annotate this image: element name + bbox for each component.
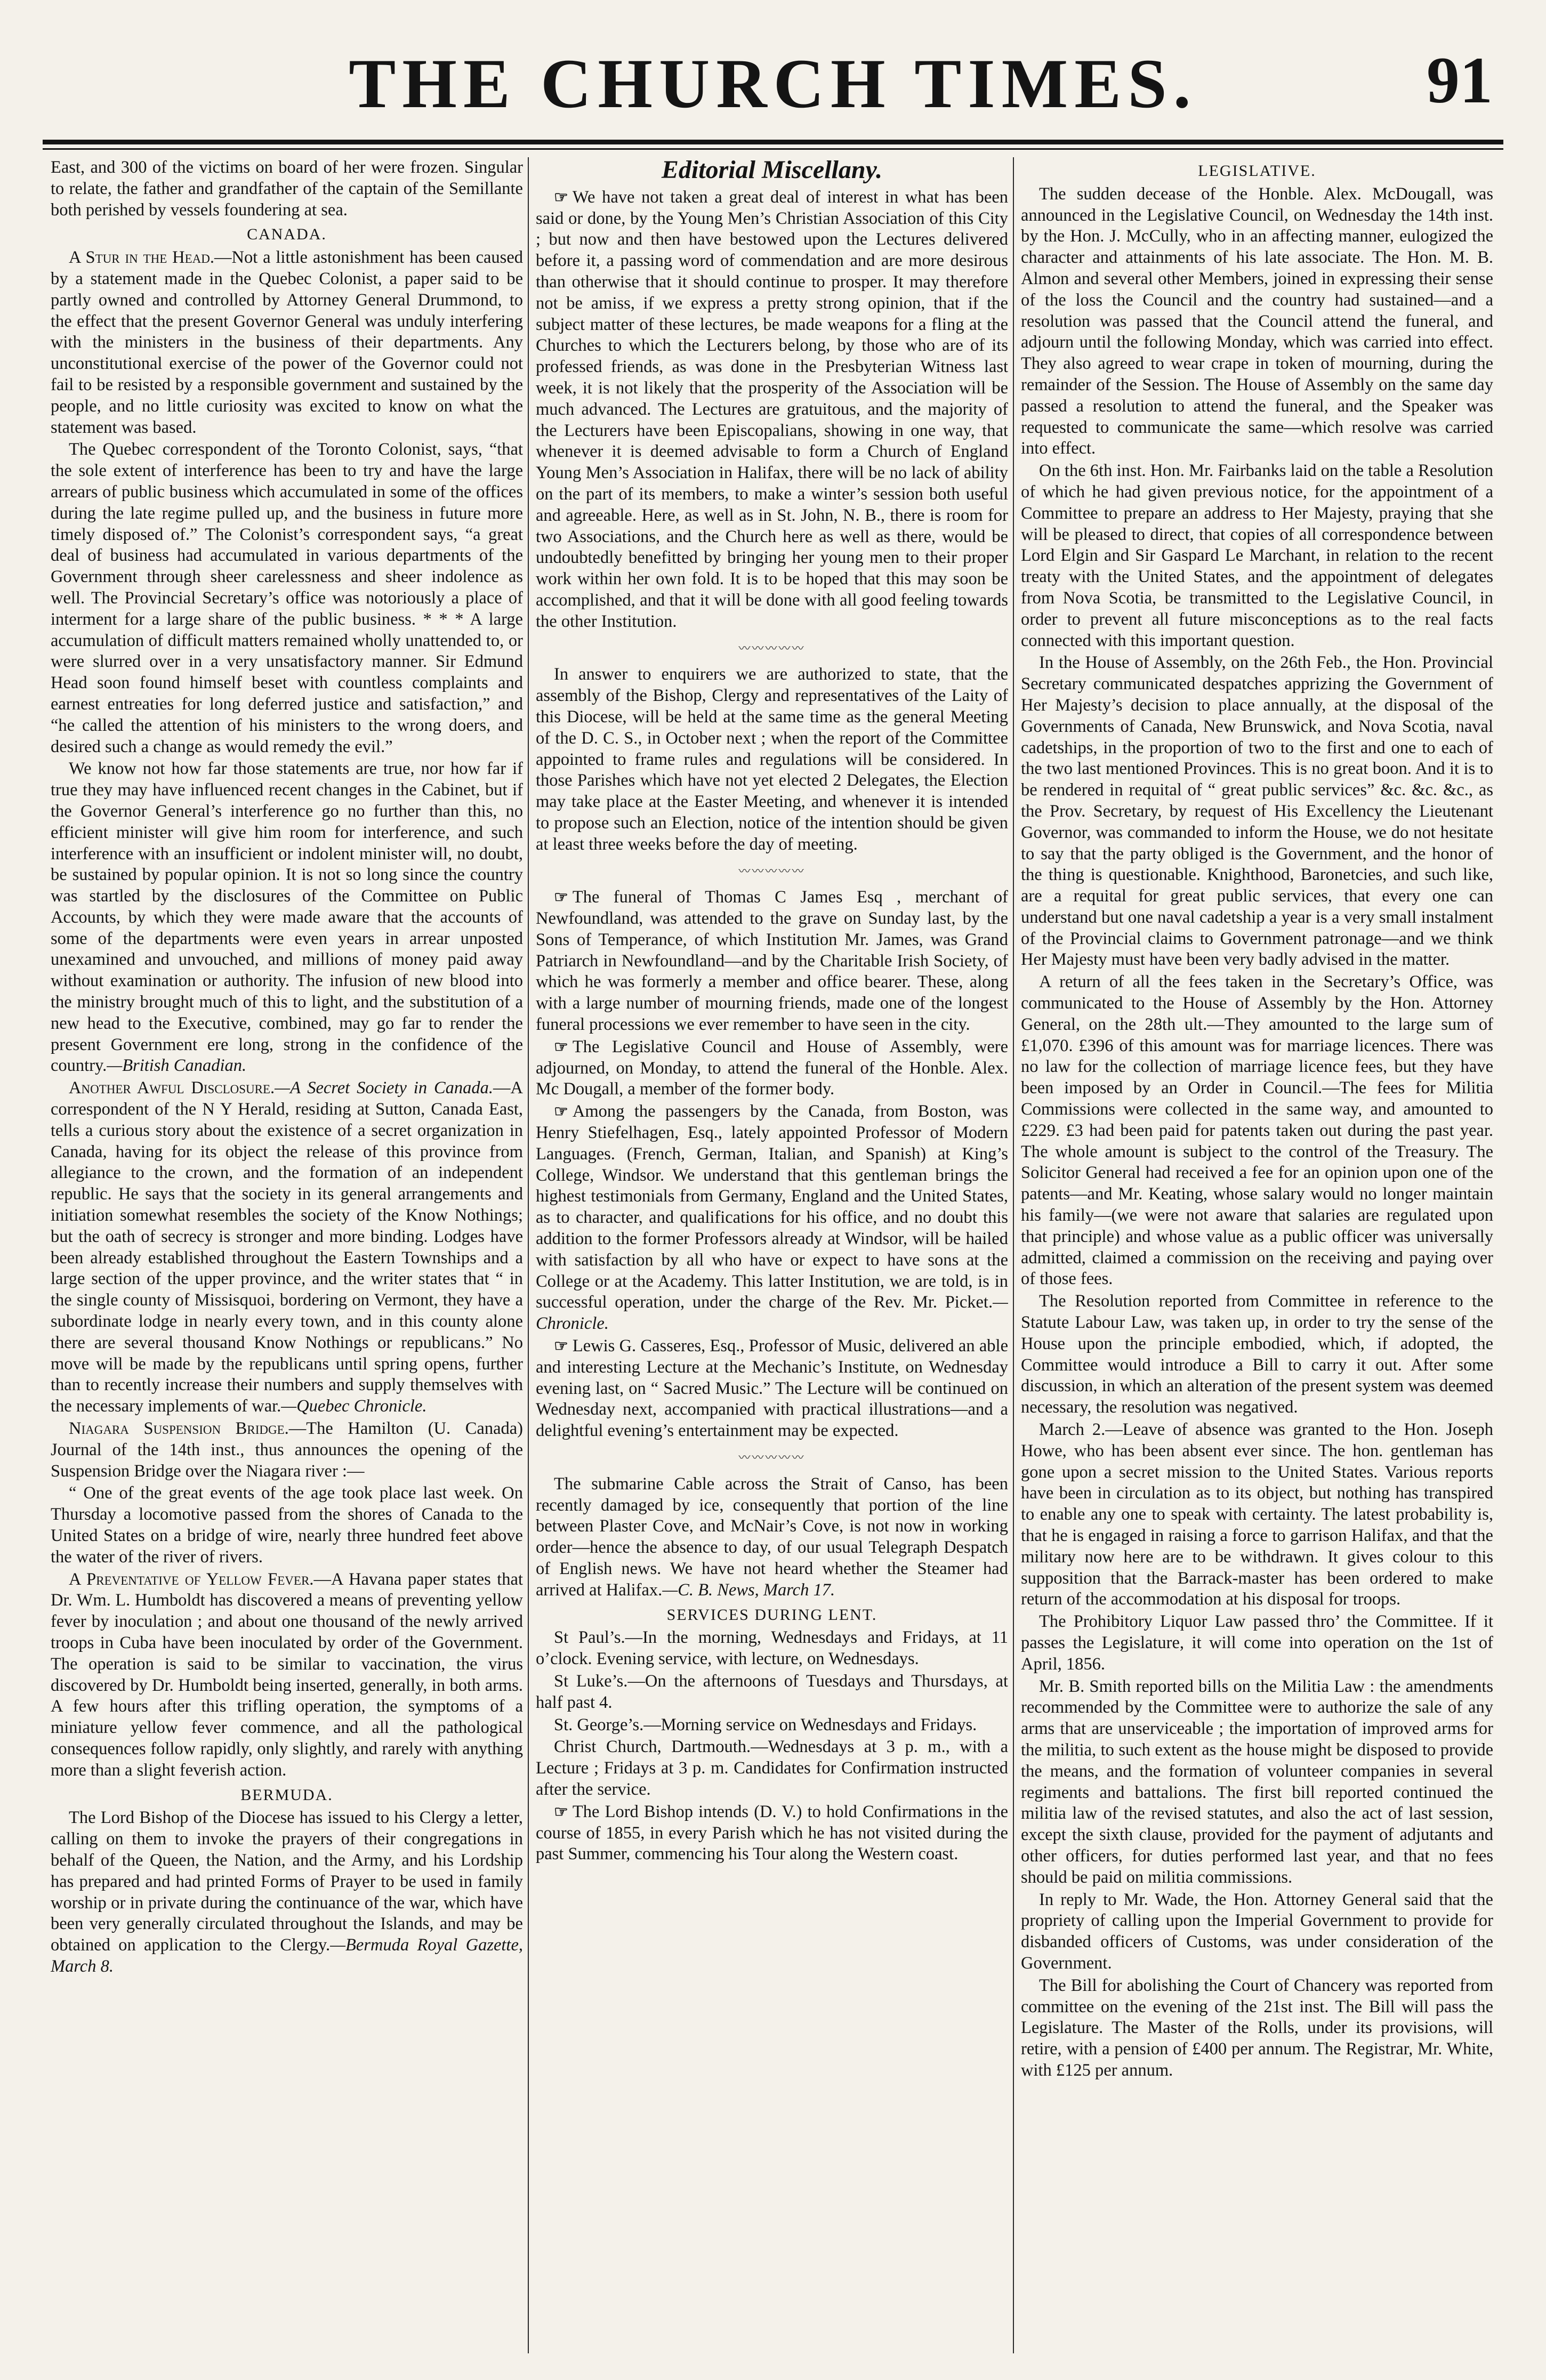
legislative-paragraph: In the House of Assembly, on the 26th Feb., the Hon. Provincial Secretary communicated despatches apprizing the Government of Her Majesty’s decision to place annually, at the disposal of the Governments of Canada, New Brunswick, and Nova Scotia, naval cadetships, in the proportion of two to the first and one to each of the two last mentioned Provinces. This is no great boon. And it is to be rendered in requital of “ great public services” &c. &c. &c., as the Prov. Secretary, by request of His Excellency the Lieutenant Governor, was commanded to inform the House, we do not hesitate to say that the party obliged is the Government, and the honor of the thing is questionable. Knighthood, Baronetcies, and such like, are a requital for great public services, that every one can understand but one naval cadetship a year is a very small instalment of the Provincial claims to Government patronage—and we think Her Majesty must have been very badly advised in the matter. — [1021, 653, 1493, 970]
legislative-paragraph: The Bill for abolishing the Court of Chancery was reported from committee on the evening of the 21st inst. The Bill will pass the Legislature. The Master of the Rolls, under its provisions, will retire, with a pension of £400 per annum. The Registrar, Mr. White, with £125 per annum. — [1021, 1975, 1493, 2080]
article-body: —A correspondent of the N Y Herald, residing at Sutton, Canada East, tells a curious story about the existence of a secret organization in Canada, having for its object the release of this province from allegiance to the crown, and the formation of an independent republic. He says that the society in its general arrangements and initiation somewhat resembles the society of the Know Nothings; but the oath of secrecy is stronger and more binding. Lodges have been already established throughout the Eastern Townships and a large section of the upper province, and the writer states that “ in the single county of Missisquoi, bordering on Vermont, they have a subordinate lodge in nearly every town, and in this county alone there are several thousand Know Nothings or republicans.” No move will be made by the republicans until spring opens, further than to recently increase their numbers and supply themselves with the necessary implements of war. — [51, 1078, 523, 1416]
column-right — [1021, 157, 1493, 2353]
masthead-rule-thin — [43, 148, 1503, 150]
article-lead: Niagara Suspension Bridge. — [69, 1419, 289, 1439]
editorial-body: The Lord Bishop intends (D. V.) to hold Confirmations in the course of 1855, in every Parish which he has not visited during the past Summer, commencing his Tour along the Western coast. — [536, 1802, 1008, 1864]
article-awful-disclosure — [51, 1078, 523, 1417]
article-body: We know not how far those statements are true, nor how far if true they may have influenced recent changes in the Cabinet, but if the Governor General’s interference go no further than this, no efficient minister will give him room for interference, and such interference with an insufficient or indolent minister will, no doubt, be sustained by popular opinion. It is not so long since the country was startled by the disclosures of the Committee on Public Accounts, by which they were made aware that the accounts of some of the departments were even years in arrear unposted unexamined and unvouched, and millions of money paid away without examination or authority. The infusion of new blood into the ministry brought much of this to light, and the substitution of a new head to the Executive, combined, may go far to render the present Government ere long, strong in the confidence of the country. — [51, 759, 523, 1076]
ornamental-divider: 〰〰〰〰〰 — [738, 864, 806, 878]
editorial-paragraph: In answer to enquirers we are authorized to state, that the assembly of the Bishop, Clergy and representatives of the Laity of this Diocese, will be held at the same time as the general Meeting of the D. C. S., in October next ; when the report of the Committee appointed to frame rules and regulations will be considered. In those Parishes which have not yet elected 2 Delegates, the Election may take place at the Easter Meeting, and whenever it is intended to propose such an Election, notice of the intention should be given at least three weeks before the day of meeting. — [536, 665, 1008, 854]
article-lead: A Stur in the Head. — [69, 248, 215, 268]
legislative-paragraph: March 2.—Leave of absence was granted to the Hon. Joseph Howe, who has been absent ever since. The hon. gentleman has gone upon a secret mission to the United States. Various reports have been in circulation as to its object, but nothing has transpired to enable any one to speak with certainty. The latest probability is, that he is engaged in raising a force to garrison Halifax, and that the military now here are to be withdrawn. It gives colour to this supposition that the Barrack-master has been ordered to make return of the accommodation at his disposal for troops. — [1021, 1420, 1493, 1609]
editorial-paragraph — [536, 1474, 1008, 1601]
article-paragraph: The Quebec correspondent of the Toronto Colonist, says, “that the sole extent of interference has been to try and have the large arrears of public business which accumulated in some of the offices during the late regime pulled up, and the business in future more timely disposed of.” The Colonist’s correspondent says, “a great deal of business had accumulated in various departments of the Government through sheer carelessness and sheer indolence as well. The Provincial Secretary’s office was notoriously a place of interment for a large share of the public business. * * * A large accumulation of difficult matters remained wholly unattended to, or were slurred over in a very unsatisfactory manner. Sir Edmund Head soon found himself beset with countless complaints and earnest entreaties for long deferred justice and satisfaction,” and “he called the attention of his ministers to the wrong doers, and desired such a change as would remedy the evil.” — [51, 440, 523, 756]
legislative-paragraph: Mr. B. Smith reported bills on the Militia Law : the amendments recommended by the Committee were to authorize the sale of any arms that are unserviceable ; the importation of improved arms for the militia, to such extent as the house might be disposed to provide the means, and the formation of volunteer companies in several regiments and battalions. The first bill reported continued the militia law of the revised statutes, and also the act of last session, except the sixth clause, provided for the payment of adjutants and other officers, for duties performed last year, and that no fees should be paid on militia commissions. — [1021, 1676, 1493, 1887]
ornamental-divider: 〰〰〰〰〰 — [738, 1451, 806, 1465]
editorial-paragraph — [536, 887, 1008, 1036]
editorial-body: The Legislative Council and House of Assembly, were adjourned, on Monday, to attend the funeral of the Honble. Alex. Mc Dougall, a member of the former body. — [536, 1037, 1008, 1099]
article-paragraph: East, and 300 of the victims on board of her were frozen. Singular to relate, the father and grandfather of the captain of the Semillante both perished by vessels foundering at sea. — [51, 158, 523, 220]
article-paragraph — [51, 759, 523, 1077]
article-source: —British Canadian. — [107, 1056, 247, 1076]
article-lead: Another Awful Disclosure. — [69, 1078, 275, 1098]
page-number: 91 — [1427, 44, 1493, 117]
editorial-body: Lewis G. Casseres, Esq., Professor of Music, delivered an able and interesting Lecture at the Mechanic’s Institute, on Wednesday evening last, on “ Sacred Music.” The Lecture will be continued on Wednesday next, accompanied with practical illustrations—and a delightful evening’s entertainment may be expected. — [536, 1336, 1008, 1441]
article-body: —A Havana paper states that Dr. Wm. L. Humboldt has discovered a means of preventing yellow fever by inoculation ; and about one thousand of the newly arrived troops in Cuba have been inoculated by order of the Government. The operation is said to be similar to vaccination, the virus discovered by Dr. Humboldt being inserted, generally, in both arms. A few hours after this trifling operation, the symptoms of a miniature yellow fever commence, and all the pathological consequences follow rapidly, only slightly, and rarely with anything more than a slight feverish action. — [51, 1569, 523, 1780]
legislative-paragraph: On the 6th inst. Hon. Mr. Fairbanks laid on the table a Resolution of which he had given previous notice, for the appointment of a Committee to prepare an address to Her Majesty, praying that she will be pleased to direct, that copies of all correspondence between Lord Elgin and Sir Gaspard Le Marchant, in relation to the recent treaty with the United States, and the appointment of delegates from Nova Scotia, be transmitted to the Legislative Council, in order to prevent all future misconceptions as to the real facts connected with this important question. — [1021, 461, 1493, 650]
pointing-hand-icon: ☞ — [554, 1803, 568, 1821]
article-subtitle: —A Secret Society in Canada. — [275, 1078, 494, 1098]
pointing-hand-icon: ☞ — [554, 1103, 568, 1121]
pointing-hand-icon: ☞ — [554, 188, 568, 206]
editorial-paragraph — [536, 1101, 1008, 1335]
article-body: —Not a little astonishment has been caused by a statement made in the Quebec Colonist, a paper said to be partly owned and controlled by Attorney General Drummond, to the effect that the present Governor General was unduly interfering with the ministers in the business of their departments. Any unconstitutional exercise of the power of the Governor could not fail to be resisted by a responsible government and sustained by the people, and no little curiosity was excited to know on what the statement was based. — [51, 248, 523, 437]
article-body: The Lord Bishop of the Diocese has issued to his Clergy a letter, calling on them to invoke the prayers of their congregations in behalf of the Queen, the Nation, and the Army, and his Lordship has prepared and had printed Forms of Prayer to be used in family worship or in private during the continuance of the war, which have been very generally circulated throughout the Islands, and may be obtained on application to the Clergy. — [51, 1808, 523, 1955]
article-stur-in-the-head — [51, 247, 523, 438]
masthead — [43, 32, 1503, 133]
pointing-hand-icon: ☞ — [554, 1038, 568, 1056]
article-source: —C. B. News, March 17. — [662, 1580, 835, 1600]
editorial-body: Among the passengers by the Canada, from Boston, was Henry Stiefelhagen, Esq., lately appointed Professor of Modern Languages. (French, German, Italian, and Spanish) at King’s College, Windsor. We understand that this gentleman brings the highest testimonials from Germany, England and the United States, as to character, and qualifications for his office, and no doubt this addition to the former Professors already at Windsor, will be hailed with satisfaction by all who have or expect to have sons at the College or at the Academy. This latter Institution, we are told, is in successful operation, under the charge of the Rev. Mr. Picket. — [536, 1102, 1008, 1312]
newspaper-title: THE CHURCH TIMES. — [349, 44, 1197, 123]
column-divider-1 — [528, 157, 529, 2353]
pointing-hand-icon: ☞ — [554, 889, 568, 907]
section-heading-canada: CANADA. — [247, 225, 327, 244]
editorial-paragraph — [536, 1336, 1008, 1442]
department-heading: Editorial Miscellany. — [661, 157, 883, 184]
article-source: —Quebec Chronicle. — [281, 1397, 427, 1416]
pointing-hand-icon: ☞ — [554, 1337, 568, 1356]
service-listing: St Luke’s.—On the afternoons of Tuesdays and Thursdays, at half past 4. — [536, 1671, 1008, 1712]
legislative-paragraph: The Prohibitory Liquor Law passed thro’ the Committee. If it passes the Legislature, it will come into operation on the 1st of April, 1856. — [1021, 1612, 1493, 1674]
section-heading-legislative: LEGISLATIVE. — [1198, 162, 1316, 180]
legislative-paragraph: In reply to Mr. Wade, the Hon. Attorney General said that the propriety of calling upon the Imperial Government to provide for disbanded officers of Customs, was under consideration of the Government. — [1021, 1890, 1493, 1973]
service-listing: St. George’s.—Morning service on Wednesdays and Fridays. — [554, 1715, 977, 1734]
column-left — [51, 157, 523, 2353]
editorial-paragraph — [536, 1037, 1008, 1100]
legislative-paragraph: The Resolution reported from Committee in reference to the Statute Labour Law, was taken up, in order to try the sense of the House upon the principle embodied, which, if adopted, the Committee would introduce a Bill to carry it out. After some discussion, in which an alteration of the present system was deemed necessary, the resolution was negatived. — [1021, 1292, 1493, 1417]
article-lead: A Preventative of Yellow Fever. — [69, 1569, 314, 1589]
article-body: —The Hamilton (U. Canada) Journal of the 14th inst., thus announces the opening of the Suspension Bridge over the Niagara river :— — [51, 1419, 523, 1481]
article-niagara-bridge — [51, 1418, 523, 1482]
editorial-paragraph — [536, 1802, 1008, 1865]
section-heading-bermuda: BERMUDA. — [240, 1786, 333, 1804]
legislative-paragraph: A return of all the fees taken in the Secretary’s Office, was communicated to the House of Assembly by the Hon. Attorney General, on the 28th ult.—They amounted to the large sum of £1,070. £396 of this amount was for marriage licences. There was no law for the collection of marriage licence fees, but they have been imposed by an Order in Council.—The fees for Militia Commissions were collected in the same way, and amounted to £229. £3 had been paid for patents taken out during the past year. The whole amount is subject to the control of the Treasury. The Solicitor General had received a fee for an opinion upon one of the patents—and Mr. Keating, whose salary would no longer maintain his family—(we were not aware that salaries are regulated upon that principle) and whose value as a public officer was universally admitted, claimed a commission on the receiving and paying over of those fees. — [1021, 972, 1493, 1289]
section-heading-services: SERVICES DURING LENT. — [666, 1606, 877, 1624]
editorial-body: The funeral of Thomas C James Esq , merchant of Newfoundland, was attended to the grave on Sunday last, by the Sons of Temperance, of which Institution Mr. James, was Grand Patriarch in Newfoundland—and by the Charitable Irish Society, of which he was formerly a member and office bearer. These, along with a large number of mourning friends, made one of the longest funeral processions we ever remember to have seen in the city. — [536, 888, 1008, 1035]
column-divider-2 — [1013, 157, 1014, 2353]
masthead-rule-thick — [43, 140, 1503, 144]
legislative-paragraph: The sudden decease of the Honble. Alex. McDougall, was announced in the Legislative Council, on Wednesday the 14th inst. by the Hon. J. McCully, who in an affecting manner, eulogized the character and attainments of his late associate. The Hon. M. B. Almon and several other Members, joined in expressing their sense of the loss the Council and the country had sustained—and a resolution was passed that the Council attend the funeral, and adjourn until the following Monday, which was carried into effect. They also agreed to wear crape in token of mourning, during the remainder of the Session. The House of Assembly on the same day passed a resolution to attend the funeral, and the Speaker was requested to communicate the same—which resolve was carried into effect. — [1021, 184, 1493, 458]
ornamental-divider: 〰〰〰〰〰 — [738, 641, 806, 655]
article-quote: “ One of the great events of the age took place last week. On Thursday a locomotive passed from the shores of Canada to the United States on a bridge of wire, nearly three hundred feet above the water of the river of rivers. — [51, 1483, 523, 1567]
editorial-body: We have not taken a great deal of interest in what has been said or done, by the Young Men’s Christian Association of this City ; but now and then have bestowed upon the Lectures delivered before it, a passing word of commendation and are more desirous than otherwise that it should continue to prosper. It may therefore not be amiss, if we express a pretty strong opinion, that if the subject matter of these lectures, be made weapons for a fling at the Churches to which the Lecturers belong, by those who are of its professed friends, as was done in the Presbyterian Witness last week, it is not likely that the prosperity of the Association will be much advanced. The Lectures are gratuitous, and the majority of the Lecturers have been Episcopalians, showing in one way, that whenever it is deemed advisable to form a Church of England Young Men’s Association in Halifax, there will be no lack of ability on the part of its members, to make a winter’s session both useful and agreeable. Here, as well as in St. John, N. B., there is room for two Associations, and the Church here as well as there, would be undoubtedly benefitted by bringing her young men to their proper work within her own fold. It is to be hoped that this may soon be accomplished, and that it will be done with all good feeling towards the other Institution. — [536, 187, 1008, 631]
article-source: —Chronicle. — [536, 1293, 1008, 1334]
service-listing: St Paul’s.—In the morning, Wednesdays and Fridays, at 11 o’clock. Evening service, with lecture, on Wednesdays. — [536, 1628, 1008, 1669]
article-source: —Bermuda Royal Gazette, March 8. — [51, 1935, 523, 1976]
article-bermuda — [51, 1808, 523, 1977]
column-middle — [536, 157, 1008, 2353]
service-listing: Christ Church, Dartmouth.—Wednesdays at 3 p. m., with a Lecture ; Fridays at 3 p. m. Candidates for Confirmation instructed after the service. — [536, 1737, 1008, 1799]
article-yellow-fever — [51, 1569, 523, 1781]
editorial-body: The submarine Cable across the Strait of Canso, has been recently damaged by ice, consequently that portion of the line between Plaster Cove, and McNair’s Cove, is not now in working order—hence the absence to day, of our usual Telegraph Despatch of English news. We have not heard whether the Steamer had arrived at Halifax. — [536, 1474, 1008, 1600]
editorial-paragraph — [536, 187, 1008, 633]
